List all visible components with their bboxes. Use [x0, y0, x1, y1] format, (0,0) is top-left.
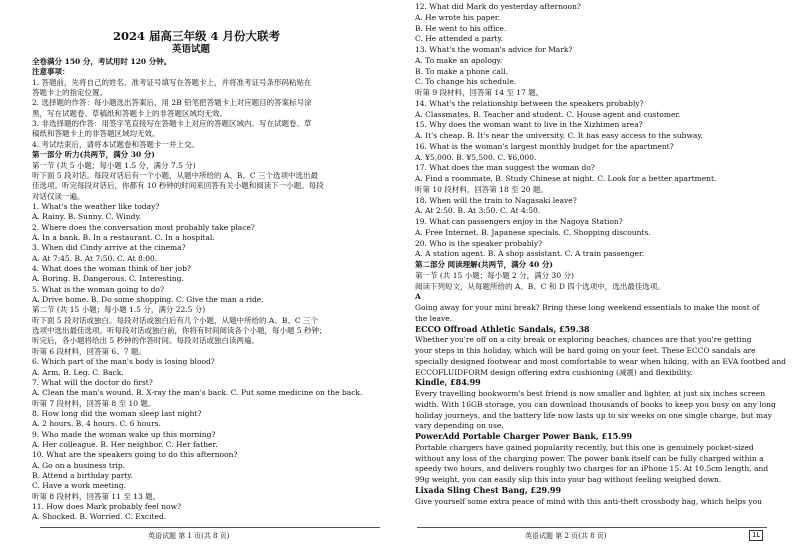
left-footer-rule	[40, 527, 380, 528]
right-line: A. He wrote his paper.	[415, 12, 501, 22]
left-line: 听完后，各小题将给出 5 秒钟的作答时间。每段对话或独白读两遍。	[32, 336, 260, 346]
right-line: 第一节 (共 15 小题；每小题 2 分，满分 30 分)	[415, 270, 574, 280]
right-line: A. ¥5,000. B. ¥5,500. C. ¥6,000.	[415, 152, 537, 162]
right-line: C. To change his schedule.	[415, 77, 517, 87]
left-line: 10. What are the speakers going to do this afternoon?	[32, 450, 238, 460]
left-line: 听第 8 段材料，回答第 11 至 13 题。	[32, 491, 161, 501]
right-line: vary depending on use.	[415, 421, 504, 431]
left-line: 4. What does the woman think of her job?	[32, 264, 191, 273]
right-footer: 英语试题 第 2 页(共 8 页)	[525, 532, 607, 540]
right-line: the leave.	[415, 313, 453, 323]
right-line: without any loss of the charging power. The power bank itself can be fully charged within a	[415, 453, 764, 463]
left-line: 8. How long did the woman sleep last night?	[32, 408, 202, 418]
right-line: 18. When will the train to Nagasaki leave?	[415, 195, 577, 205]
right-line: A. It's cheap. B. It's near the university. C. It has easy access to the subway.	[415, 131, 703, 140]
right-line: Portable chargers have gained popularity recently, but this one is genuinely pocket-sized	[415, 442, 754, 452]
left-line: A. Rainy. B. Sunny. C. Windy.	[32, 212, 142, 222]
left-line: 6. Which part of the man's body is losing blood?	[32, 357, 215, 367]
right-line: A. Free Internet. B. Japanese specials. C. Shopping discounts.	[415, 227, 651, 237]
right-line: Every travelling bookworm's best friend is now smaller and lighter, at just six inches screen	[415, 389, 766, 398]
left-line: A. Boring. B. Dangerous. C. Interesting.	[32, 274, 184, 284]
left-line: 11. How does Mark probably feel now?	[32, 502, 182, 512]
left-line: A. Shocked. B. Worried. C. Excited.	[32, 512, 167, 522]
left-line: 全卷满分 150 分，考试用时 120 分钟。	[32, 57, 172, 66]
right-line: B. To make a phone call.	[415, 66, 509, 76]
right-line: A. Find a roommate. B. Study Chinese at night. C. Look for a better apartment.	[415, 174, 717, 183]
left-line: 选项中选出最佳选项。听每段对话或独白前，你将有时间阅读各个小题，每小题 5 秒钟；	[32, 326, 327, 336]
right-line: 听第 10 段材料，回答第 18 至 20 题。	[415, 184, 548, 194]
right-line: speedy two hours, and delivers roughly two charges for an iPhone 15. At 10.5cm length, and	[415, 464, 769, 474]
right-line: 19. What can passengers enjoy in the Nagoya Station?	[415, 217, 623, 226]
exam-subtitle: 英语试题	[172, 44, 211, 55]
right-line: Lixada Sling Chest Bang, £29.99	[415, 484, 562, 495]
right-line: ECCOFLUIDFORM design offering extra cushioning (减震) and flexibility.	[415, 367, 693, 377]
right-line: 15. Why does the woman want to live in the Xizhimen area?	[415, 120, 643, 130]
right-line: 13. What's the woman's advice for Mark?	[415, 45, 573, 54]
left-line: 稿纸和答题卡上的非答题区域均无效。	[32, 129, 160, 139]
right-page	[397, 0, 794, 551]
left-line: A. At 7:45. B. At 7:50. C. At 8:00.	[32, 253, 158, 263]
right-line: A. A station agent. B. A shop assistant. C. A train passenger.	[415, 249, 645, 259]
left-line: 3. 非选择题的作答：用签字笔直接写在答题卡上对应的答题区域内。写在试题卷、草	[32, 119, 312, 129]
right-line: PowerAdd Portable Charger Power Bank, £15.99	[415, 431, 633, 441]
right-line: Going away for your mini break? Bring these long weekend essentials to make the most of	[415, 303, 760, 312]
left-line: 听第 7 段材料，回答第 8 至 10 题。	[32, 398, 156, 408]
left-line: 3. When did Cindy arrive at the cinema?	[32, 243, 186, 253]
left-line: A. In a bank. B. In a restaurant. C. In a hospital.	[32, 232, 215, 242]
left-line: 第一节 (共 5 小题；每小题 1.5 分，满分 7.5 分)	[32, 160, 196, 170]
right-line: A. To make an apology.	[415, 55, 503, 65]
right-line: B. He went to his office.	[415, 23, 507, 33]
right-line: A. At 2:50. B. At 3:50. C. At 4:50.	[415, 206, 541, 216]
right-line: A. Classmates. B. Teacher and student. C. House agent and customer.	[415, 109, 681, 119]
right-line: width. With 16GB storage, you can download thousands of books to keep you busy on any long	[415, 399, 776, 409]
left-line: 5. What is the woman going to do?	[32, 284, 164, 294]
left-line: 1. 答题前，先将自己的姓名、准考证号填写在答题卡上，并将准考证号条形码粘贴在	[32, 77, 312, 87]
left-line: 听下面 5 段对话或独白。每段对话或独白后有几个小题，从题中所给的 A、B、C 三个	[32, 315, 318, 325]
left-footer: 英语试题 第 1 页(共 8 页)	[148, 532, 230, 540]
left-line: 第二节 (共 15 小题；每小题 1.5 分，满分 22.5 分)	[32, 305, 206, 315]
right-line: 17. What does the man suggest the woman do?	[415, 163, 595, 173]
right-line: A	[415, 292, 421, 302]
exam-title: 2024 届高三年级 4 月份大联考	[113, 29, 281, 43]
right-line: your steps in this holiday, which will be hard going on your feet. These ECCO sandals are	[415, 346, 756, 355]
left-line: C. Have a work meeting.	[32, 481, 127, 491]
right-line: C. He attended a party.	[415, 34, 504, 44]
right-footer-rule	[417, 527, 767, 528]
left-line: 7. What will the doctor do first?	[32, 377, 153, 387]
right-line: Give yourself some extra peace of mind with this anti-theft crossbody bag, which helps you	[415, 496, 762, 506]
right-line: Kindle, £84.99	[415, 377, 481, 388]
right-line: ECCO Offroad Athletic Sandals, £59.38	[415, 323, 590, 334]
left-line: 对话仅读一遍。	[32, 191, 85, 201]
right-line: 12. What did Mark do yesterday afternoon?	[415, 2, 581, 11]
left-line: 听下面 5 段对话。每段对话后有一个小题，从题中所给的 A、B、C 三个选项中选出最	[32, 170, 318, 180]
left-line: B. Attend a birthday party.	[32, 471, 133, 480]
left-line: A. 2 hours. B. 4 hours. C. 6 hours.	[32, 419, 161, 429]
left-line: A. Clean the man's wound. B. X-ray the man's back. C. Put some medicine on the back.	[32, 388, 363, 398]
right-line: 99g weight, you can easily slip this into your bag without feeling weighed down.	[415, 475, 722, 484]
left-line: 听第 6 段材料，回答第 6、7 题。	[32, 346, 146, 356]
left-line: 4. 考试结束后，请将本试题卷和答题卡一并上交。	[32, 139, 200, 149]
right-line: 20. Who is the speaker probably?	[415, 238, 543, 248]
left-line: 注意事项：	[32, 67, 70, 77]
right-line: specially designed footwear and most comfortable to wear when hiking, with an EVA footbed and	[415, 356, 786, 366]
left-line: 1. What's the weather like today?	[32, 201, 160, 211]
left-line: A. Drive home. B. Do some shopping. C. Give the man a ride.	[32, 295, 264, 305]
left-line: 第一部分 听力(共两节，满分 30 分)	[32, 150, 155, 160]
right-line: 听第 9 段材料，回答第 14 至 17 题。	[415, 88, 544, 97]
right-line: Whether you're off on a city break or exploring beaches, chances are that you're getting	[415, 335, 752, 345]
left-line: A. Her colleague. B. Her neighbor. C. Her father.	[32, 439, 218, 449]
right-line: 14. What's the relationship between the speakers probably?	[415, 98, 644, 108]
right-line: 阅读下列短文，从每题所给的 A、B、C 和 D 四个选项中，选出最佳选项。	[415, 281, 665, 291]
left-line: 2. 选择题的作答：每小题选出答案后，用 2B 铅笔把答题卡上对应题目的答案标号涂	[32, 98, 312, 108]
left-line: 2. Where does the conversation most probably take place?	[32, 222, 255, 232]
page-badge: 1L	[749, 530, 763, 541]
left-line: 答题卡上的指定位置。	[32, 88, 107, 98]
left-line: A. Arm. B. Leg. C. Back.	[32, 367, 124, 377]
right-line: holiday journeys, and the battery life now lasts up to six weeks on one single charge, but may	[415, 410, 772, 420]
left-line: 佳选项。听完每段对话后，你都有 10 秒钟的时间来回答有关小题和阅读下一小题。每段	[32, 181, 324, 191]
right-line: 第二部分 阅读理解(共两节，满分 40 分)	[415, 260, 553, 269]
left-line: 9. Who made the woman wake up this morning?	[32, 429, 216, 439]
left-line: 黑，写在试题卷、草稿纸和答题卡上的非答题区域均无效。	[32, 108, 227, 118]
left-line: A. Go on a business trip.	[32, 460, 126, 470]
right-line: 16. What is the woman's largest monthly budget for the apartment?	[415, 141, 674, 151]
